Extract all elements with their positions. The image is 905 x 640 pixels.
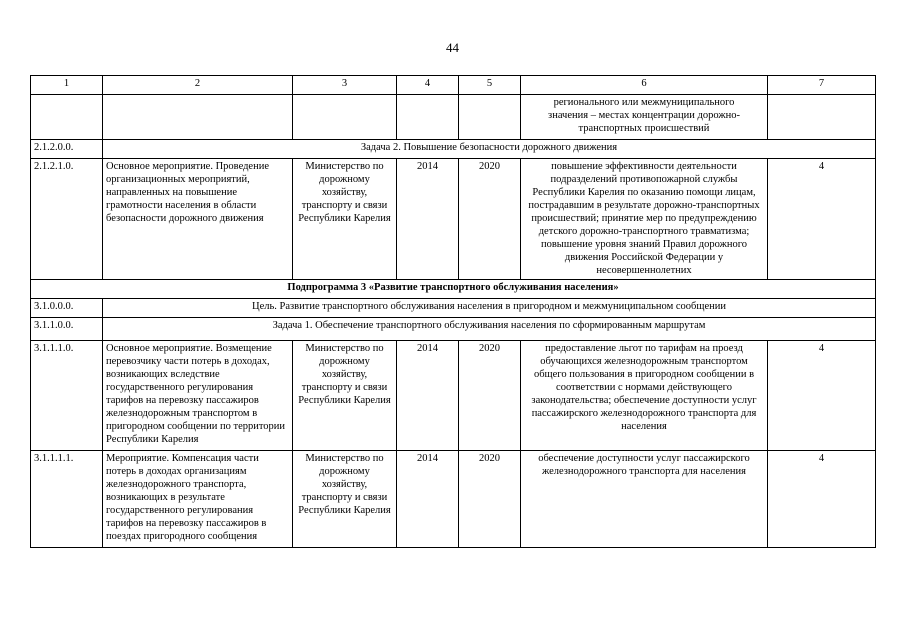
event-indicator: 4 — [768, 341, 876, 451]
program-table — [30, 75, 876, 548]
goal-code: 3.1.0.0.0. — [31, 299, 103, 318]
event-end-year: 2020 — [459, 341, 521, 451]
column-header-4: 4 — [397, 76, 459, 95]
event-end-year: 2020 — [459, 159, 521, 280]
event-result: повышение эффективности деятельности подразделений противопожарной службы Республики Карелия по оказанию помощи лицам, пострадавшим в результате дорожно-транспортных происшествий; принятие мер по предупреждению детского дорожно-транспортного травматизма; повышение уровня знаний Правил дорожного движения Российской Федерации у несовершеннолетних — [521, 159, 768, 280]
event-result: обеспечение доступности услуг пассажирского железнодорожного транспорта для населения — [521, 451, 768, 548]
column-header-1: 1 — [31, 76, 103, 95]
event-indicator: 4 — [768, 451, 876, 548]
event-description: Основное мероприятие. Проведение организационных мероприятий, направленных на повышение грамотности населения в области безопасности дорожного движения — [103, 159, 293, 280]
task-code: 3.1.1.0.0. — [31, 318, 103, 341]
continuation-result: регионального или межмуниципального значения – местах концентрации дорожно-транспортных происшествий — [521, 95, 768, 140]
subprogram-row — [31, 280, 876, 299]
column-header-2: 2 — [103, 76, 293, 95]
event-result: предоставление льгот по тарифам на проезд обучающихся железнодорожным транспортом общего пользования в пригородном сообщении в соответствии с нормами действующего законодательства; обеспечение доступности услуг пассажирского железнодорожного транспорта для населения — [521, 341, 768, 451]
task-row — [31, 140, 876, 159]
column-header-3: 3 — [293, 76, 397, 95]
table-row — [31, 341, 876, 451]
event-start-year: 2014 — [397, 451, 459, 548]
task-text: Задача 2. Повышение безопасности дорожного движения — [103, 140, 876, 159]
column-header-6: 6 — [521, 76, 768, 95]
goal-row — [31, 299, 876, 318]
goal-text: Цель. Развитие транспортного обслуживания населения в пригородном и межмуниципальном сообщении — [103, 299, 876, 318]
column-header-5: 5 — [459, 76, 521, 95]
table-row — [31, 159, 876, 280]
event-description: Основное мероприятие. Возмещение перевозчику части потерь в доходах, возникающих вследствие государственного регулирования тарифов на перевозку пассажиров железнодорожным транспортом в пригородном сообщении по территории Республики Карелия — [103, 341, 293, 451]
continuation-row — [31, 95, 876, 140]
column-number-row — [31, 76, 876, 95]
event-indicator: 4 — [768, 159, 876, 280]
table-row — [31, 451, 876, 548]
event-end-year: 2020 — [459, 451, 521, 548]
task-text: Задача 1. Обеспечение транспортного обслуживания населения по сформированным маршрутам — [103, 318, 876, 341]
event-executor: Министерство по дорожному хозяйству, транспорту и связи Республики Карелия — [293, 451, 397, 548]
page-number: 44 — [446, 40, 459, 55]
task-code: 2.1.2.0.0. — [31, 140, 103, 159]
event-code: 3.1.1.1.1. — [31, 451, 103, 548]
column-header-7: 7 — [768, 76, 876, 95]
event-executor: Министерство по дорожному хозяйству, транспорту и связи Республики Карелия — [293, 341, 397, 451]
subprogram-title: Подпрограмма 3 «Развитие транспортного обслуживания населения» — [31, 280, 876, 299]
event-description: Мероприятие. Компенсация части потерь в доходах организациям железнодорожного транспорта, возникающих в результате государственного регулирования тарифов на перевозку пассажиров в поездах пригородного сообщения — [103, 451, 293, 548]
event-code: 2.1.2.1.0. — [31, 159, 103, 280]
event-start-year: 2014 — [397, 159, 459, 280]
event-executor: Министерство по дорожному хозяйству, транспорту и связи Республики Карелия — [293, 159, 397, 280]
task-row — [31, 318, 876, 341]
event-start-year: 2014 — [397, 341, 459, 451]
event-code: 3.1.1.1.0. — [31, 341, 103, 451]
